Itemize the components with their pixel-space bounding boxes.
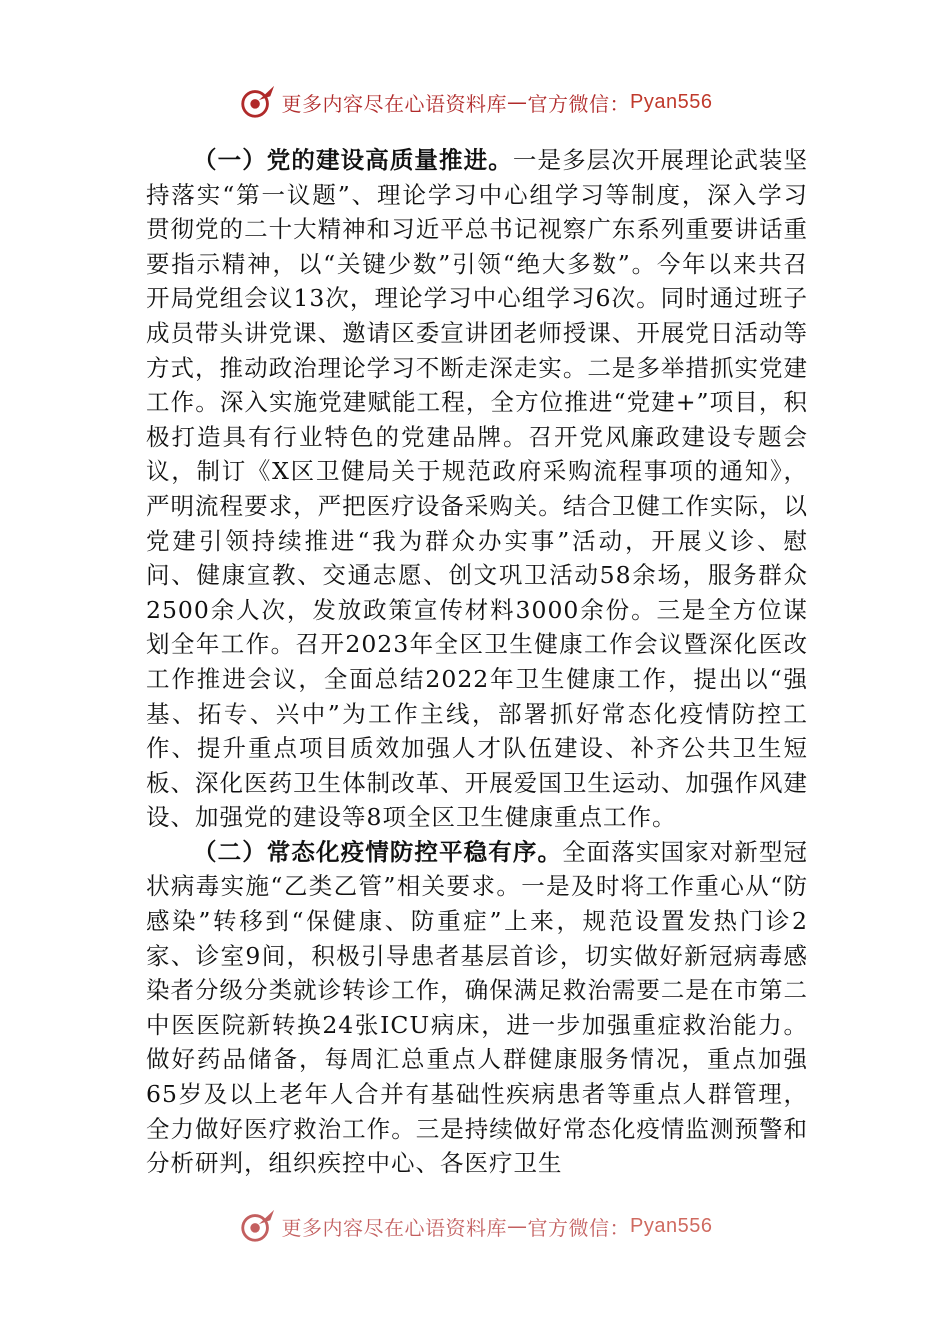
paragraph-text: 一是多层次开展理论武装坚持落实“第一议题”、理论学习中心组学习等制度，深入学习贯彻党的二十大精神和习近平总书记视察广东系列重要讲话重要指示精神，以“关键少数”引领“绝大多数”。今年以来共召开局党组会议13次，理论学习中心组学习6次。同时通过班子成员带头讲党课、邀请区委宣讲团老师授课、开展党日活动等方式，推动政治理论学习不断走深走实。二是多举措抓实党建工作。深入实施党建赋能工程，全方位推进“党建+”项目，积极打造具有行业特色的党建品牌。召开党风廉政建设专题会议，制订《X区卫健局关于规范政府采购流程事项的通知》，严明流程要求，严把医疗设备采购关。结合卫健工作实际，以党建引领持续推进“我为群众办实事”活动，开展义诊、慰问、健康宣教、交通志愿、创文巩卫活动58余场，服务群众2500余人次，发放政策宣传材料3000余份。三是全方位谋划全年工作。召开2023年全区卫生健康工作会议暨深化医改工作推进会议，全面总结2022年卫生健康工作，提出以“强基、拓专、兴中”为工作主线，部署抓好常态化疫情防控工作、提升重点项目质效加强人才队伍建设、补齐公共卫生短板、深化医药卫生体制改革、开展爱国卫生运动、加强作风建设、加强党的建设等8项全区卫生健康重点工作。 <box>146 146 808 832</box>
paragraph-party-building <box>146 143 808 835</box>
watermark-separator: — <box>507 1214 528 1238</box>
watermark-separator: — <box>507 90 528 114</box>
watermark-text: 更多内容尽在心语资料库 <box>281 1215 508 1240</box>
quill-logo-icon <box>238 1207 276 1245</box>
paragraph-heading: （一）党的建设高质量推进。 <box>193 146 513 174</box>
watermark-wechat-label: 官方微信： <box>527 1215 631 1240</box>
paragraph-text: 全面落实国家对新型冠状病毒实施“乙类乙管”相关要求。一是及时将工作重心从“防感染”转移到“保健康、防重症”上来，规范设置发热门诊2家、诊室9间，积极引导患者基层首诊，切实做好新冠病毒感染者分级分类就诊转诊工作，确保满足救治需要二是在市第二中医医院新转换24张ICU病床，进一步加强重症救治能力。做好药品储备，每周汇总重点人群健康服务情况，重点加强65岁及以上老年人合并有基础性疾病患者等重点人群管理，全力做好医疗救治工作。三是持续做好常态化疫情监测预警和分析研判，组织疾控中心、各医疗卫生 <box>146 837 808 1178</box>
watermark-wechat-label: 官方微信： <box>527 91 631 116</box>
watermark-wechat-id: Pyan556 <box>630 1214 713 1237</box>
quill-logo-icon <box>238 83 276 121</box>
footer-watermark <box>0 1206 950 1246</box>
watermark-wechat-id: Pyan556 <box>630 90 713 113</box>
header-watermark <box>0 82 950 122</box>
paragraph-epidemic-control <box>146 835 808 1181</box>
watermark-text: 更多内容尽在心语资料库 <box>281 91 508 116</box>
document-body <box>146 143 808 1207</box>
paragraph-heading: （二）常态化疫情防控平稳有序。 <box>193 837 563 866</box>
